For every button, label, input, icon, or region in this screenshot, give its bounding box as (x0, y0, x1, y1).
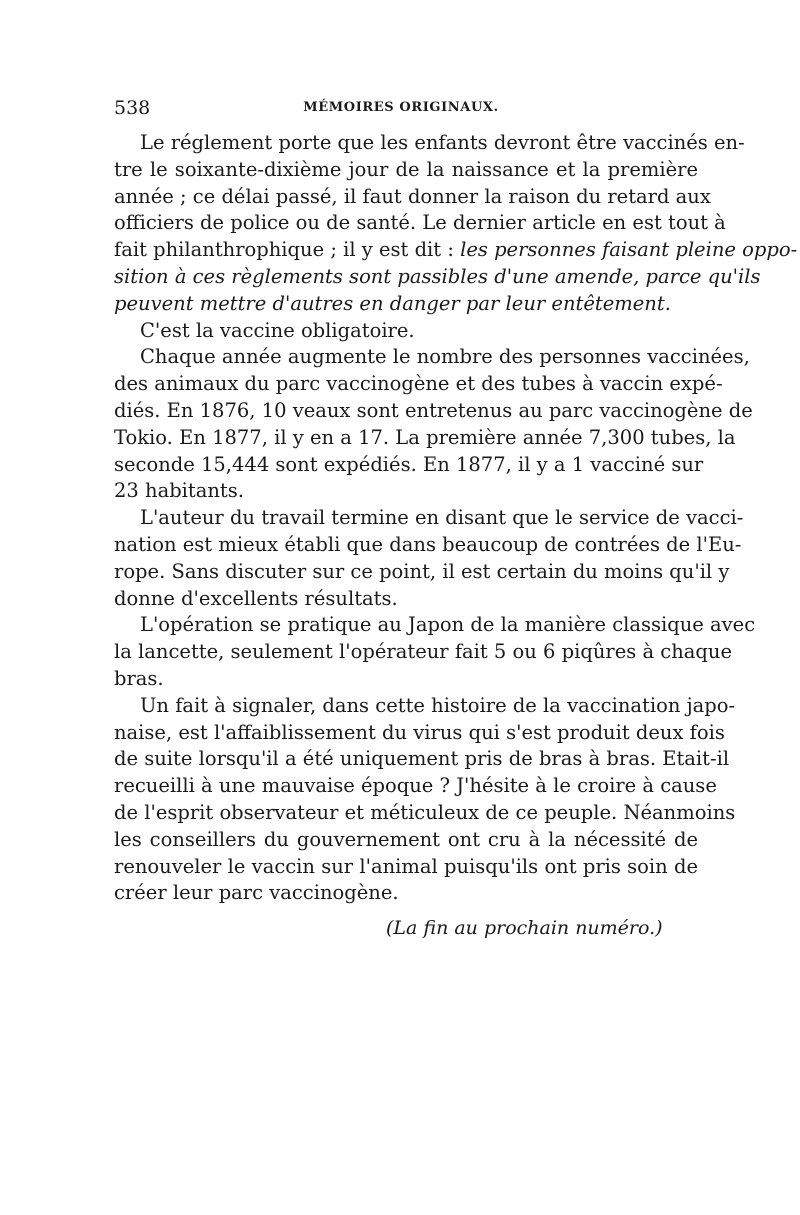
text-line: Chaque année augmente le nombre des personnes vaccinées, (140, 345, 750, 369)
text-line: naise, est l'affaiblissement du virus qui s'est produit deux fois (114, 720, 725, 744)
text-line: créer leur parc vaccinogène. (114, 881, 399, 905)
text-line: renouveler le vaccin sur l'animal puisqu'ils ont pris soin de (114, 854, 698, 878)
page-number: 538 (114, 97, 151, 119)
text-line: officiers de police ou de santé. Le dernier article en est tout à (114, 211, 726, 235)
text-line: sition à ces règlements sont passibles d'une amende, parce qu'ils (114, 264, 761, 288)
italic-segment: les personnes faisant pleine oppo- (460, 238, 798, 262)
text-line: rope. Sans discuter sur ce point, il est certain du moins qu'il y (114, 559, 730, 583)
text-line: nation est mieux établi que dans beaucoup de contrées de l'Eu- (114, 532, 742, 556)
text-line: C'est la vaccine obligatoire. (140, 318, 415, 342)
text-line: diés. En 1876, 10 veaux sont entretenus au parc vaccinogène de (114, 398, 753, 422)
text-line: Le réglement porte que les enfants devront être vaccinés en- (140, 131, 745, 154)
text-line: seconde 15,444 sont expédiés. En 1877, il y a 1 vacciné sur (114, 452, 704, 476)
text-line (114, 237, 798, 264)
text-line: bras. (114, 666, 164, 690)
running-title: MÉMOIRES ORIGINAUX. (303, 100, 499, 115)
text-line: la lancette, seulement l'opérateur fait 5 ou 6 piqûres à chaque (114, 640, 732, 664)
text-line: 23 habitants. (114, 479, 244, 503)
text-line: L'auteur du travail termine en disant que le service de vacci- (140, 506, 744, 530)
text-line: Tokio. En 1877, il y en a 17. La première année 7,300 tubes, la (114, 425, 736, 449)
text-line: de l'esprit observateur et méticuleux de ce peuple. Néanmoins (114, 800, 736, 824)
body-text (114, 130, 798, 907)
text-segment: fait philanthrophique ; il y est dit : (114, 238, 454, 262)
text-line: L'opération se pratique au Japon de la manière classique avec (140, 613, 756, 637)
closing-note: (La fin au prochain numéro.) (386, 917, 663, 939)
page-header (114, 97, 688, 121)
text-line: peuvent mettre d'autres en danger par leur entêtement. (114, 291, 671, 315)
text-line: tre le soixante-dixième jour de la naissance et la première (114, 157, 698, 181)
text-line: les conseillers du gouvernement ont cru à la nécessité de (114, 827, 698, 851)
text-line: recueilli à une mauvaise époque ? J'hésite à le croire à cause (114, 774, 717, 798)
text-line: donne d'excellents résultats. (114, 586, 398, 610)
text-line: des animaux du parc vaccinogène et des tubes à vaccin expé- (114, 372, 723, 396)
text-line: année ; ce délai passé, il faut donner la raison du retard aux (114, 184, 711, 208)
text-line: Un fait à signaler, dans cette histoire de la vaccination japo- (140, 693, 736, 717)
text-line: de suite lorsqu'il a été uniquement pris de bras à bras. Etait-il (114, 747, 730, 771)
